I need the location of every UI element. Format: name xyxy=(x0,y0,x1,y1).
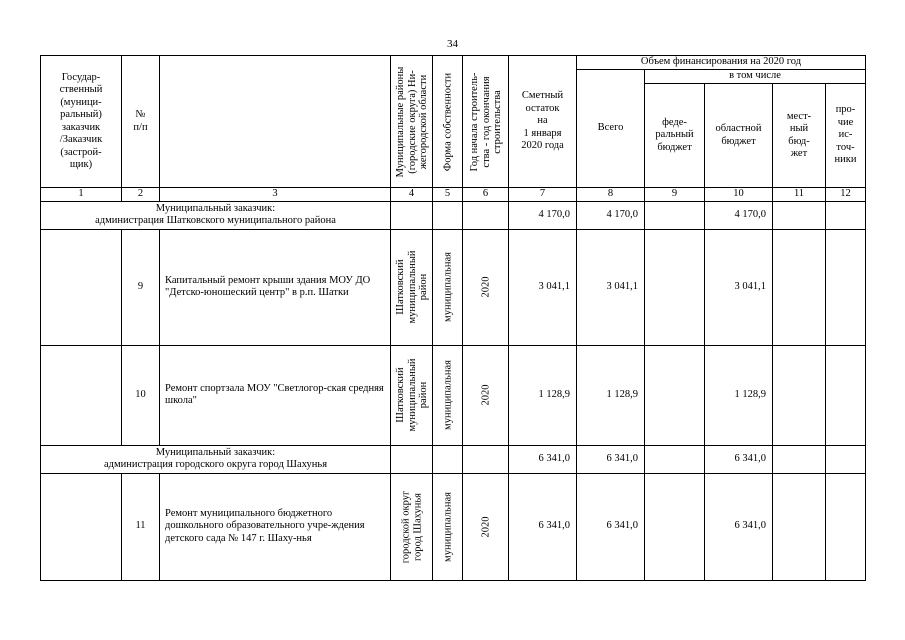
row-name: Ремонт муниципального бюджетного дошкольного образовательного учре-ждения детского сада № 147 г. Шаху-нья xyxy=(160,473,391,580)
column-numbers-row xyxy=(41,188,866,202)
header-ownership: Форма собственности xyxy=(433,56,463,188)
col-number: 7 xyxy=(509,188,577,202)
row-balance: 3 041,1 xyxy=(509,229,577,345)
table-row xyxy=(41,229,866,345)
header-total: Всего xyxy=(577,70,645,188)
header-including: в том числе xyxy=(645,70,866,84)
col-number: 10 xyxy=(705,188,773,202)
group-balance: 6 341,0 xyxy=(509,445,577,473)
row-balance: 6 341,0 xyxy=(509,473,577,580)
col-number: 8 xyxy=(577,188,645,202)
row-regional: 3 041,1 xyxy=(705,229,773,345)
row-num: 10 xyxy=(122,345,160,445)
group-balance: 4 170,0 xyxy=(509,201,577,229)
row-total: 6 341,0 xyxy=(577,473,645,580)
col-number: 11 xyxy=(773,188,826,202)
page-number: 34 xyxy=(447,38,458,50)
group-title: Муниципальный заказчик: администрация Шатковского муниципального района xyxy=(41,201,391,229)
row-num: 9 xyxy=(122,229,160,345)
row-ownership: муниципальная xyxy=(433,345,463,445)
col-number: 1 xyxy=(41,188,122,202)
header-num: № п/п xyxy=(122,56,160,188)
header-customer: Государ- ственный (муници- pальный) заказчик /Заказчик (застрой- щик) xyxy=(41,56,122,188)
row-name: Капитальный ремонт крыши здания МОУ ДО "Детско-юношеский центр" в р.п. Шатки xyxy=(160,229,391,345)
group-total: 4 170,0 xyxy=(577,201,645,229)
table-row xyxy=(41,473,866,580)
header-years: Год начала строитель- ства - год окончания строительства xyxy=(463,56,509,188)
table-row xyxy=(41,345,866,445)
header-district: Муниципальные районы (городские округа) Ни- жегородской области xyxy=(391,56,433,188)
row-regional: 1 128,9 xyxy=(705,345,773,445)
col-number: 9 xyxy=(645,188,705,202)
row-ownership: муниципальная xyxy=(433,229,463,345)
row-num: 11 xyxy=(122,473,160,580)
row-total: 1 128,9 xyxy=(577,345,645,445)
group-title: Муниципальный заказчик: администрация городского округа город Шахунья xyxy=(41,445,391,473)
row-balance: 1 128,9 xyxy=(509,345,577,445)
row-regional: 6 341,0 xyxy=(705,473,773,580)
header-balance: Сметный остаток на 1 января 2020 года xyxy=(509,56,577,188)
col-number: 4 xyxy=(391,188,433,202)
col-number: 12 xyxy=(826,188,866,202)
group-total: 6 341,0 xyxy=(577,445,645,473)
row-district: городской округ город Шахунья xyxy=(391,473,433,580)
row-district: Шатковский муниципальный район xyxy=(391,229,433,345)
header-other: про- чие ис- точ- ники xyxy=(826,84,866,188)
header-funding-title: Объем финансирования на 2020 год xyxy=(577,56,866,70)
group-regional: 4 170,0 xyxy=(705,201,773,229)
col-number: 3 xyxy=(160,188,391,202)
row-year: 2020 xyxy=(463,345,509,445)
col-number: 6 xyxy=(463,188,509,202)
col-number: 5 xyxy=(433,188,463,202)
financing-table xyxy=(40,55,866,581)
header-name xyxy=(160,56,391,188)
header-local: мест- ный бюд- жет xyxy=(773,84,826,188)
row-ownership: муниципальная xyxy=(433,473,463,580)
row-year: 2020 xyxy=(463,473,509,580)
group-row xyxy=(41,445,866,473)
header-federal: феде- ральный бюджет xyxy=(645,84,705,188)
row-name: Ремонт спортзала МОУ "Светлогор-ская средняя школа" xyxy=(160,345,391,445)
row-year: 2020 xyxy=(463,229,509,345)
col-number: 2 xyxy=(122,188,160,202)
row-total: 3 041,1 xyxy=(577,229,645,345)
group-row xyxy=(41,201,866,229)
group-regional: 6 341,0 xyxy=(705,445,773,473)
row-district: Шатковский муниципальный район xyxy=(391,345,433,445)
header-regional: областной бюджет xyxy=(705,84,773,188)
